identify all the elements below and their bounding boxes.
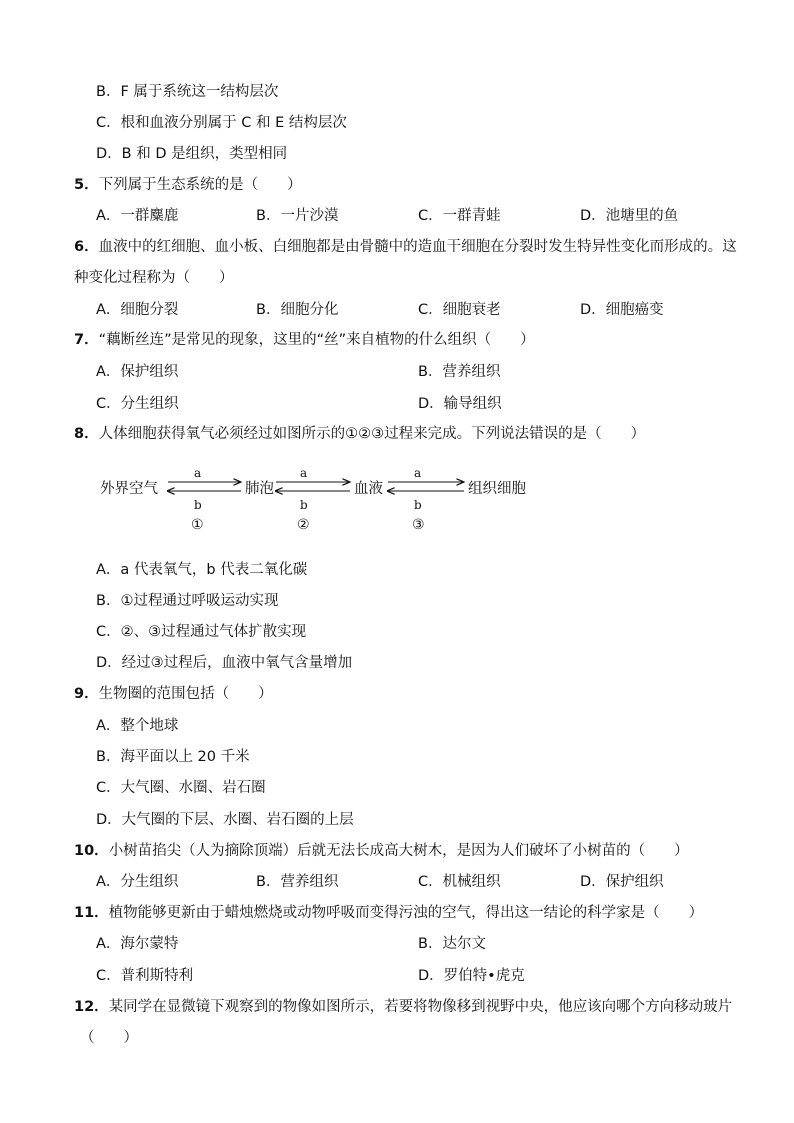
node-outside-air: 外界空气 (100, 481, 158, 497)
question-number: 8． (74, 426, 99, 442)
question-stem-continued: （ ） (80, 1030, 138, 1046)
question-8 (74, 424, 645, 444)
option-b: B．F 属于系统这一结构层次 (96, 84, 279, 100)
arrow-label-b: b (414, 498, 422, 512)
arrow-label-a: a (300, 466, 308, 480)
option-d: D．细胞癌变 (580, 302, 664, 318)
option-b: B．达尔文 (418, 936, 486, 952)
option-b: B．营养组织 (418, 364, 501, 380)
option-b: B．海平面以上 20 千米 (96, 749, 250, 765)
question-stem: 生物圈的范围包括（ ） (98, 686, 273, 702)
question-12 (74, 997, 732, 1017)
question-number: 5． (74, 177, 99, 193)
option-d: D．B 和 D 是组织，类型相同 (96, 146, 288, 162)
option-c: C．普利斯特利 (96, 968, 194, 984)
question-9 (74, 684, 273, 704)
question-stem: 人体细胞获得氧气必须经过如图所示的①②③过程来完成。下列说法错误的是（ ） (98, 426, 646, 442)
arrow-label-a: a (414, 466, 422, 480)
option-c: C．根和血液分别属于 C 和 E 结构层次 (96, 115, 347, 131)
option-a: A．整个地球 (96, 718, 179, 734)
option-a: A．分生组织 (96, 874, 179, 890)
arrow-label-b: b (300, 498, 308, 512)
node-tissue-cells: 组织细胞 (468, 481, 526, 497)
question-stem: “藕断丝连”是常见的现象，这里的“丝”来自植物的什么组织（ ） (98, 332, 535, 348)
option-c: C．一群青蛙 (418, 208, 501, 224)
question-number: 12． (74, 999, 109, 1015)
option-d: D．经过③过程后，血液中氧气含量增加 (96, 655, 353, 671)
step-1: ① (191, 517, 204, 533)
question-number: 11． (74, 905, 109, 921)
arrow-label-b: b (194, 498, 202, 512)
option-c: C．大气圈、水圈、岩石圈 (96, 780, 266, 796)
gas-exchange-diagram (96, 460, 556, 540)
node-alveoli: 肺泡 (245, 481, 274, 497)
question-number: 10． (74, 843, 109, 859)
option-a: A．a 代表氧气，b 代表二氧化碳 (96, 562, 308, 578)
question-stem: 某同学在显微镜下观察到的物像如图所示，若要将物像移到视野中央，他应该向哪个方向移动玻片 (108, 999, 733, 1015)
option-b: B．一片沙漠 (256, 208, 339, 224)
option-a: A．一群麋鹿 (96, 208, 179, 224)
option-c: C．机械组织 (418, 874, 501, 890)
option-b: B．营养组织 (256, 874, 339, 890)
step-2: ② (297, 517, 310, 533)
option-d: D．罗伯特•虎克 (418, 968, 525, 984)
option-d: D．输导组织 (418, 396, 502, 412)
step-3: ③ (412, 517, 425, 533)
question-number: 9． (74, 686, 99, 702)
question-10 (74, 841, 689, 861)
question-stem: 血液中的红细胞、血小板、白细胞都是由骨髓中的造血干细胞在分裂时发生特异性变化而形成的。这 (98, 239, 737, 255)
question-stem-continued: 种变化过程称为（ ） (74, 270, 234, 286)
question-6 (74, 237, 737, 257)
option-c: C．细胞衰老 (418, 302, 501, 318)
question-stem: 小树苗掐尖（人为摘除顶端）后就无法长成高大树木，是因为人们破坏了小树苗的（ ） (108, 843, 689, 859)
option-c: C．②、③过程通过气体扩散实现 (96, 624, 307, 640)
arrow-label-a: a (194, 466, 202, 480)
node-blood: 血液 (354, 481, 383, 497)
option-d: D．保护组织 (580, 874, 664, 890)
question-7 (74, 330, 535, 350)
question-5 (74, 175, 302, 195)
question-stem: 植物能够更新由于蜡烛燃烧或动物呼吸而变得污浊的空气，得出这一结论的科学家是（ ） (108, 905, 704, 921)
option-a: A．保护组织 (96, 364, 179, 380)
question-number: 7． (74, 332, 99, 348)
option-d: D．池塘里的鱼 (580, 208, 679, 224)
option-a: A．海尔蒙特 (96, 936, 179, 952)
question-number: 6． (74, 239, 99, 255)
option-a: A．细胞分裂 (96, 302, 179, 318)
question-11 (74, 903, 703, 923)
option-d: D．大气圈的下层、水圈、岩石圈的上层 (96, 812, 354, 828)
question-stem: 下列属于生态系统的是（ ） (98, 177, 302, 193)
option-b: B．细胞分化 (256, 302, 339, 318)
option-b: B．①过程通过呼吸运动实现 (96, 593, 279, 609)
option-c: C．分生组织 (96, 396, 179, 412)
